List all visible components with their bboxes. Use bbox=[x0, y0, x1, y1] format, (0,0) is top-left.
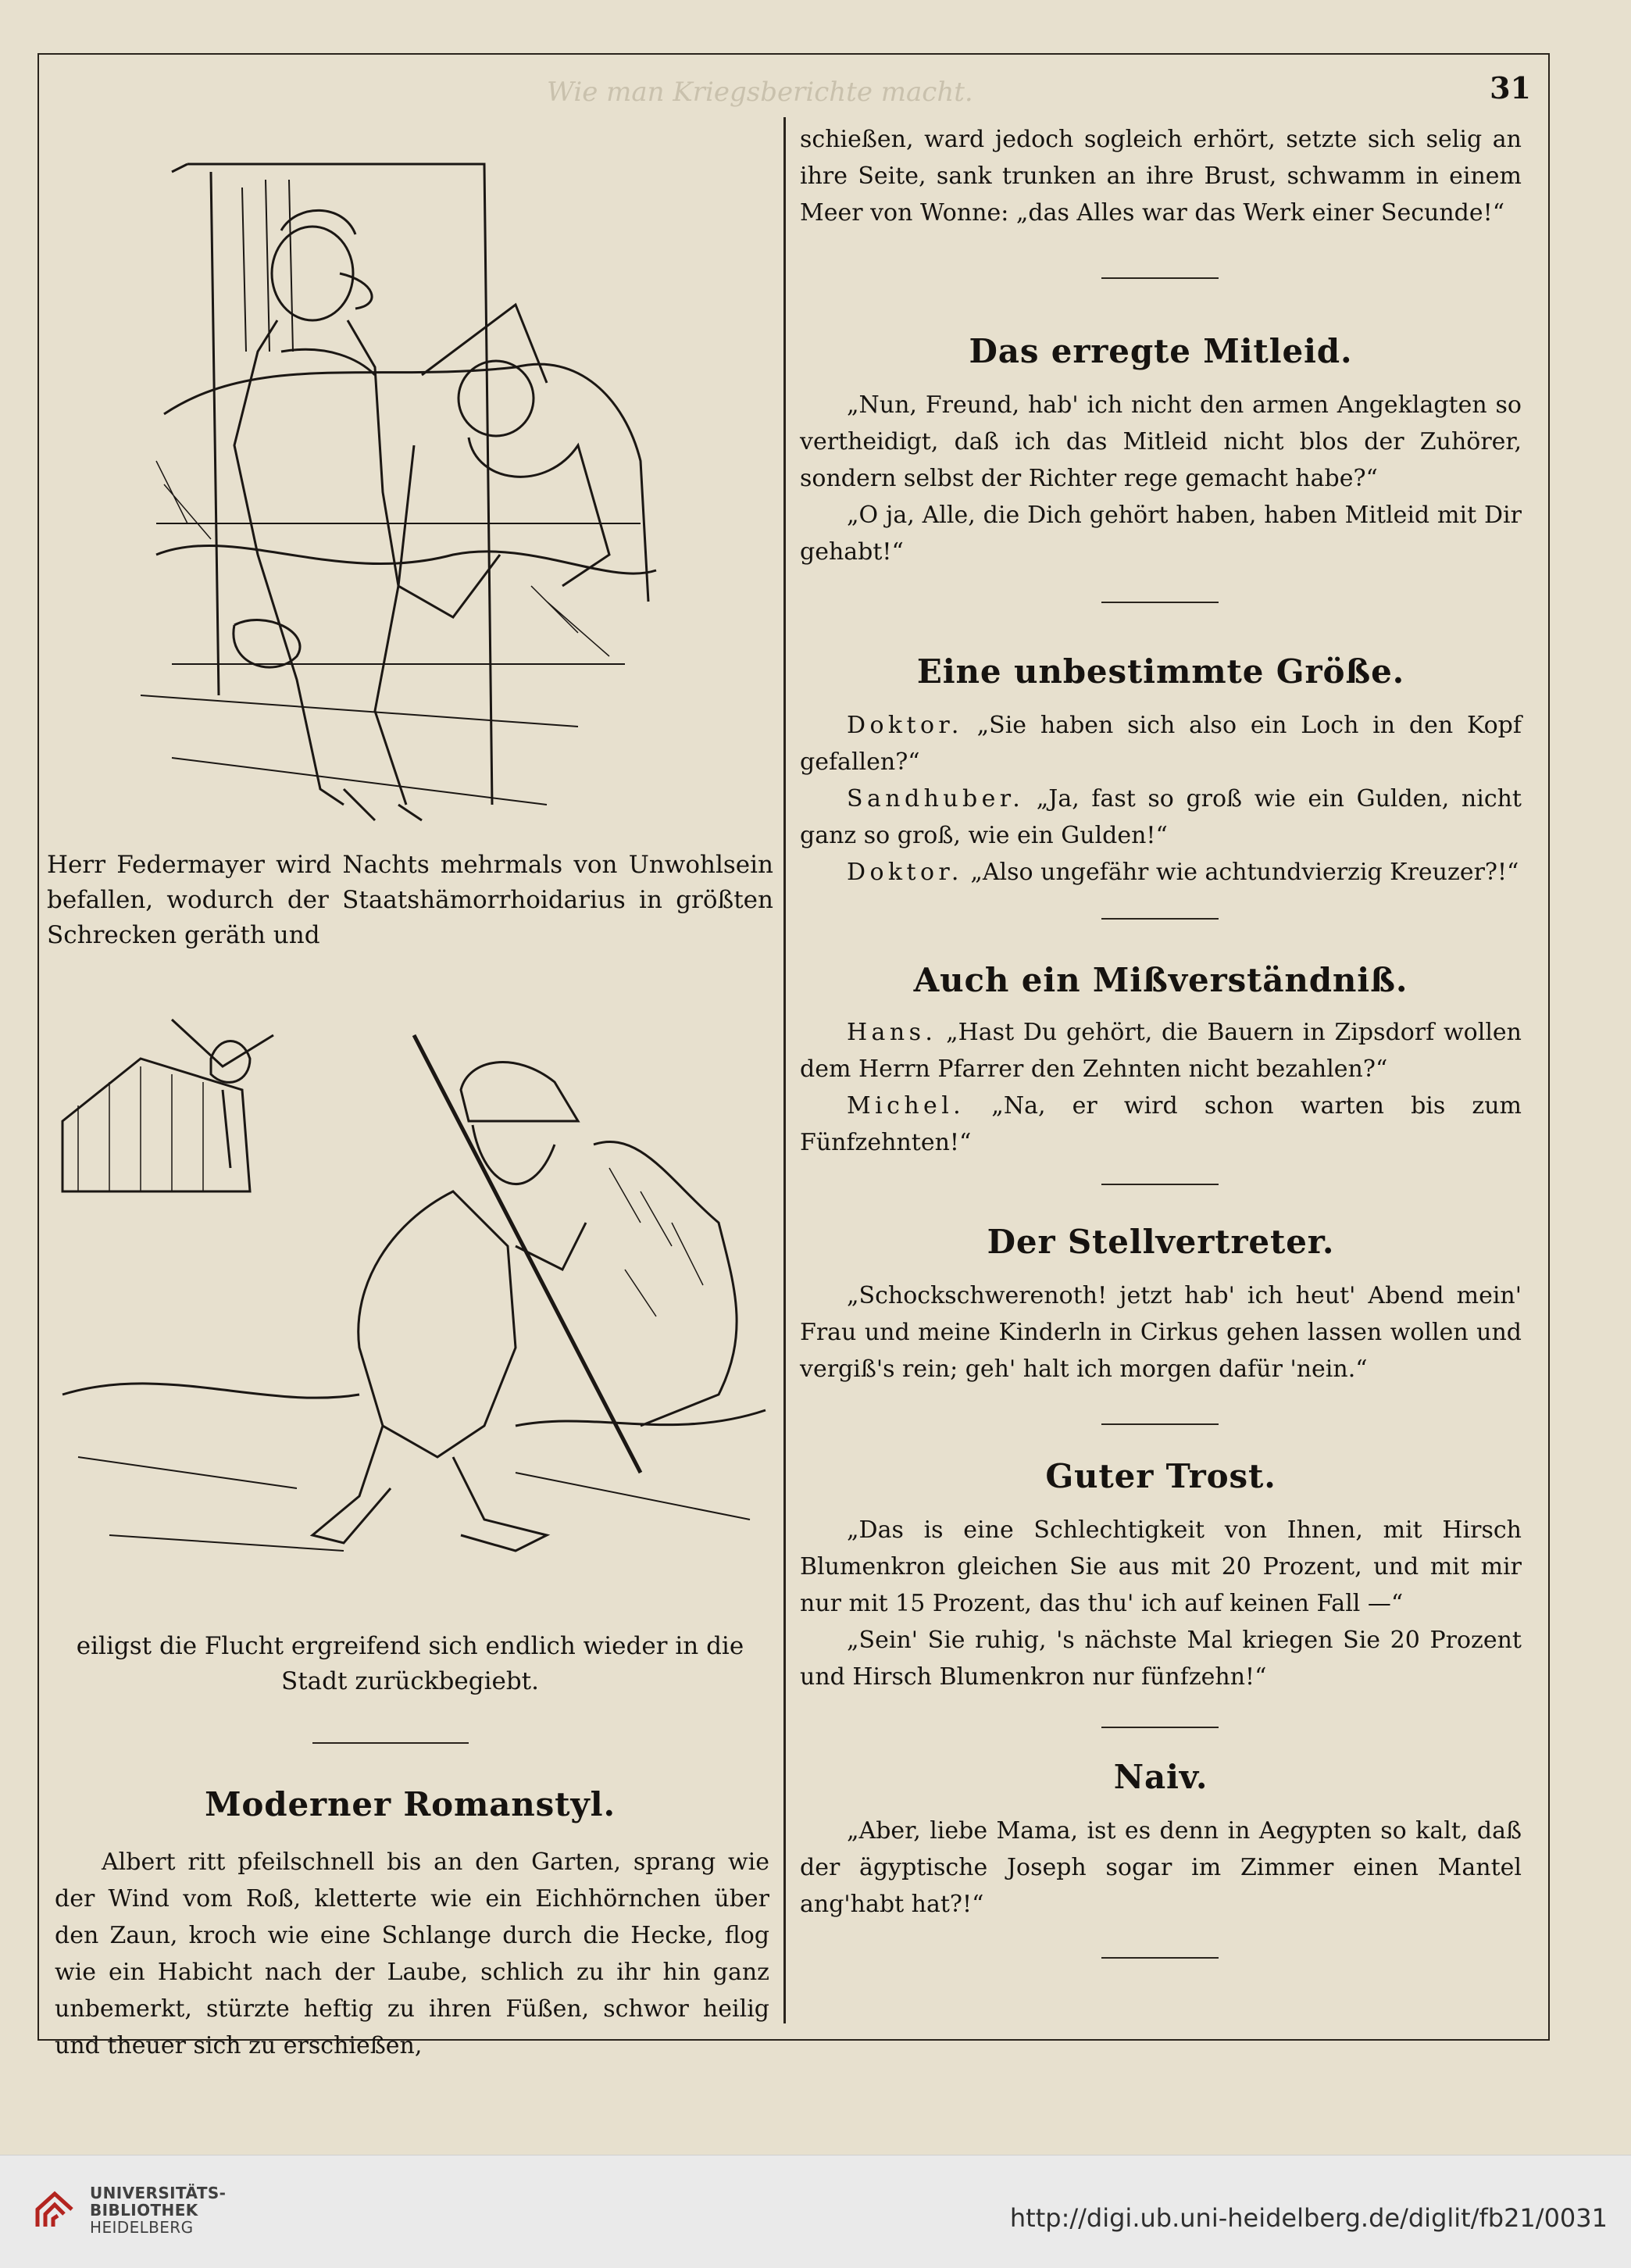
continuation-text bbox=[800, 121, 1522, 231]
institution-line: UNIVERSITÄTS- bbox=[90, 2184, 227, 2202]
section-paragraph: „Schockschwerenoth! jetzt hab' ich heut' Abend mein' Frau und meine Kinderln in Cirkus gehen lassen wollen und vergiß's rein; geh' halt ich morgen dafür 'nein.“ bbox=[800, 1282, 1522, 1383]
article-body-left bbox=[55, 1844, 769, 2064]
institution-name bbox=[90, 2184, 226, 2236]
dialogue-line: „Hast Du gehört, die Bauern in Zipsdorf wollen dem Herrn Pfarrer den Zehnten nicht bezahlen?“ bbox=[800, 1019, 1522, 1083]
speaker-label: Michel. bbox=[847, 1092, 965, 1120]
speaker-label: Doktor. bbox=[847, 859, 963, 886]
article-paragraph: Albert ritt pfeilschnell bis an den Garten, sprang wie der Wind vom Roß, kletterte wie ein Eichhörnchen über den Zaun, kroch wie eine Schlange durch die Hecke, flog wie ein Habicht nach der Laube, schlich zu ihr hin ganz unbemerkt, stürzte heftig zu ihren Füßen, schwor heilig und theuer sich zu erschießen, bbox=[55, 1848, 769, 2059]
section-paragraph: „Das is eine Schlechtigkeit von Ihnen, mit Hirsch Blumenkron gleichen Sie aus mit 20 Prozent, und mit mir nur mit 15 Prozent, das thu' ich auf keinen Fall —“ bbox=[800, 1516, 1522, 1617]
section-title-groesse: Eine unbestimmte Größe. bbox=[916, 652, 1405, 691]
dialogue-line: „Na, er wird schon warten bis zum Fünfzehnten!“ bbox=[800, 1092, 1522, 1156]
dialogue-line: „Also ungefähr wie achtundvierzig Kreuzer?!“ bbox=[970, 859, 1519, 886]
section-divider bbox=[1101, 1423, 1219, 1425]
university-library-logo-icon bbox=[31, 2188, 78, 2234]
speaker-label: Sandhuber. bbox=[847, 785, 1025, 813]
section-title-guter-trost: Guter Trost. bbox=[1045, 1457, 1276, 1495]
article-title-moderner-romanstyl: Moderner Romanstyl. bbox=[205, 1785, 616, 1823]
section-divider bbox=[1101, 1184, 1219, 1185]
section-divider bbox=[1101, 1727, 1219, 1728]
illustration-caption-bottom: eiligst die Flucht ergreifend sich endlich wieder in die Stadt zurückbegiebt. bbox=[76, 1632, 744, 1695]
section-divider bbox=[1101, 1957, 1219, 1959]
section-divider bbox=[312, 1742, 469, 1744]
page-number: 31 bbox=[1490, 70, 1531, 105]
section-body-naiv bbox=[800, 1813, 1522, 1923]
section-paragraph: „Aber, liebe Mama, ist es denn in Aegypten so kalt, daß der ägyptische Joseph sogar im Zimmer einen Mantel ang'habt hat?!“ bbox=[800, 1817, 1522, 1918]
section-paragraph: „Sein' Sie ruhig, 's nächste Mal kriegen Sie 20 Prozent und Hirsch Blumenkron nur fünfzehn!“ bbox=[800, 1627, 1522, 1691]
institution-line: BIBLIOTHEK bbox=[90, 2201, 198, 2220]
continuation-paragraph: schießen, ward jedoch sogleich erhört, setzte sich selig an ihre Seite, sank trunken an ihre Brust, schwamm in einem Meer von Wonne: „das Alles war das Werk einer Secunde!“ bbox=[800, 126, 1522, 227]
institution-line: HEIDELBERG bbox=[90, 2218, 194, 2237]
speaker-label: Hans. bbox=[847, 1019, 937, 1046]
section-body-mitleid bbox=[800, 387, 1522, 570]
speaker-label: Doktor. bbox=[847, 712, 963, 739]
section-paragraph: „Nun, Freund, hab' ich nicht den armen Angeklagten so vertheidigt, daß ich das Mitleid nicht blos der Zuhörer, sondern selbst der Richter rege gemacht habe?“ bbox=[800, 391, 1522, 492]
permalink-url[interactable]: http://digi.ub.uni-heidelberg.de/diglit/fb21/0031 bbox=[1009, 2203, 1608, 2233]
dialogue-line: „Sie haben sich also ein Loch in den Kopf gefallen?“ bbox=[800, 712, 1522, 776]
illustration-caption-top: Herr Federmayer wird Nachts mehrmals von Unwohlsein befallen, wodurch der Staatshämorrhoidarius in größten Schrecken geräth und bbox=[47, 851, 773, 949]
dialogue-line: „Ja, fast so groß wie ein Gulden, nicht ganz so groß, wie ein Gulden!“ bbox=[800, 785, 1522, 849]
section-title-naiv: Naiv. bbox=[1113, 1758, 1208, 1796]
section-body-missverstaendniss bbox=[800, 1014, 1522, 1161]
section-body-guter-trost bbox=[800, 1512, 1522, 1695]
section-title-mitleid: Das erregte Mitleid. bbox=[969, 332, 1353, 370]
column-divider bbox=[783, 117, 786, 2023]
section-body-stellvertreter bbox=[800, 1277, 1522, 1388]
section-divider bbox=[1101, 602, 1219, 603]
illustration-nightshirt-scene bbox=[141, 117, 680, 828]
illustration-flight-scene bbox=[47, 988, 773, 1582]
section-title-stellvertreter: Der Stellvertreter. bbox=[987, 1223, 1335, 1261]
section-paragraph: „O ja, Alle, die Dich gehört haben, haben Mitleid mit Dir gehabt!“ bbox=[800, 502, 1522, 566]
section-title-missverstaendniss: Auch ein Mißverständniß. bbox=[913, 961, 1408, 999]
section-divider bbox=[1101, 277, 1219, 279]
section-body-groesse bbox=[800, 707, 1522, 891]
logo-mark bbox=[37, 2194, 72, 2227]
section-divider bbox=[1101, 918, 1219, 920]
running-head-bleedthrough: Wie man Kriegsberichte macht. bbox=[547, 77, 973, 108]
